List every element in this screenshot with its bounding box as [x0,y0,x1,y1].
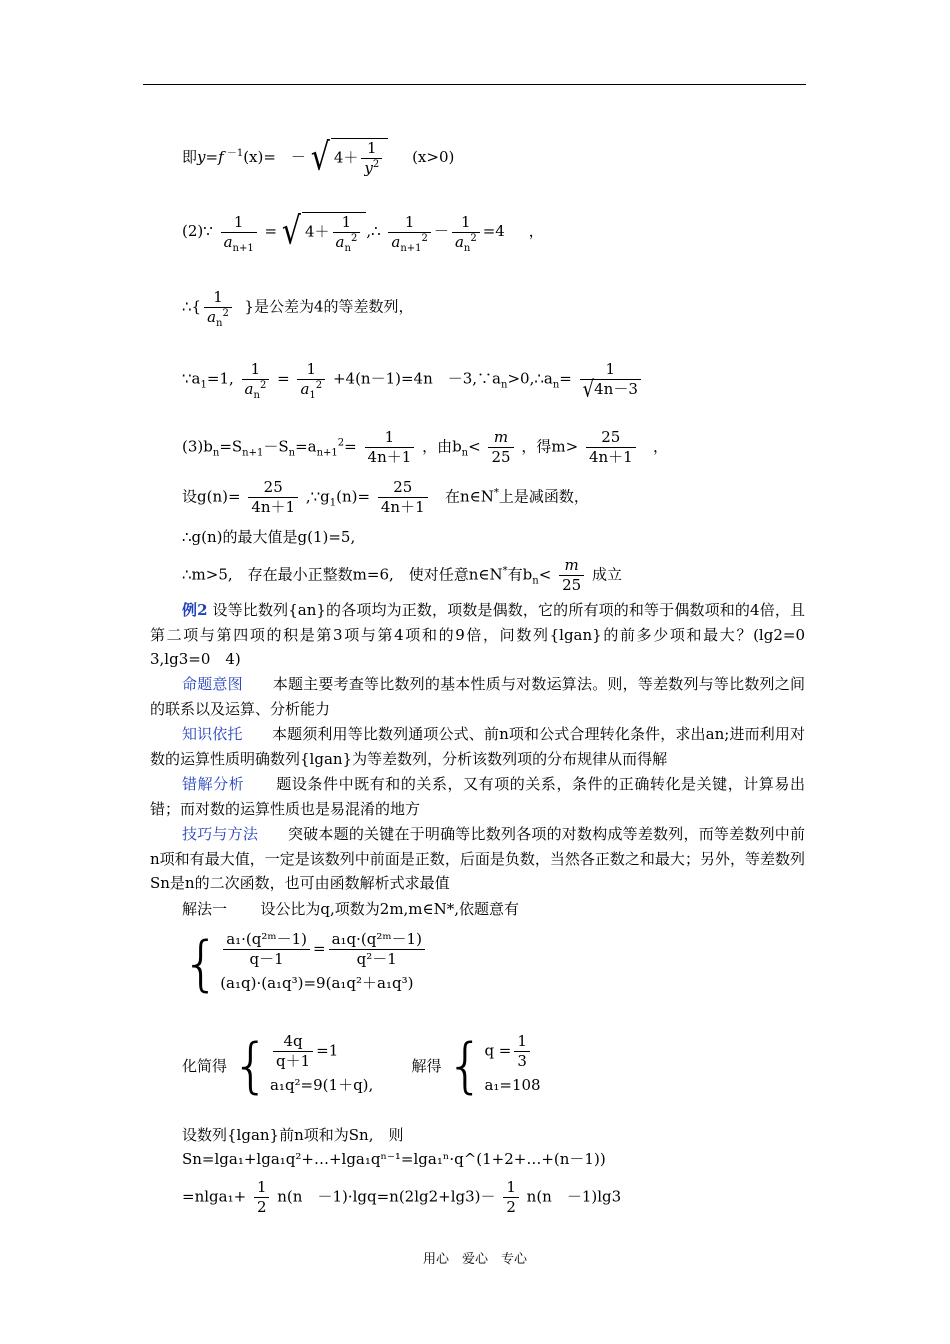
section-knowledge: 知识依托 本题须利用等比数列通项公式、前n项和公式合理转化条件，求出an;进而利用对数的运算性质明确数列{lgan}为等差数列，分析该数列项的分布规律从而得解 [150,725,805,768]
math-line-5: $(3)b_n=S_{n+1}-S_n=a_{n+1}^2=$ $\frac{1}{4n+1}$ ，由$b_n<$ $\frac{m}{25}$ ，得m> $\frac{25}{4n+1}$ ， [182,428,669,466]
header-rule [143,84,806,85]
series-sum-line: 设数列{lgan}前n项和为Sn, 则 [182,1126,404,1144]
math-line-4: $\because a_1=1$, $\frac{1}{a_n^2}$ = $\frac{1}{a_1^2}$ +4(n－1)=4n $-3,\because a_n>0,\therefore a_n=$ $\frac{1}{√4n-3}$ [182,360,644,399]
section-errors: 错解分析 题设条件中既有和的关系，又有项的关系，条件的正确转化是关键，计算易出错；而对数的运算性质也是易混淆的地方 [150,775,805,818]
math-line-3: ∴{ $\frac{1}{a_n^2}$ }是公差为4的等差数列， [182,288,414,329]
solution-intro: 解法一 设公比为q,项数为2m,m∈N*,依题意有 [182,900,520,918]
math-line-7: ∴g(n)的最大值是g(1)=5, [182,528,356,546]
math-line-2: (2)∵ $\frac{1}{a_{n+1}}$ = √ 4＋ $\frac{1}{a_n^2}$ ,∴ $\frac{1}{a_{n+1}^2}$ － $\frac{1}{a_n^2}$ =4 ， [182,209,544,254]
math-line-1: 即y=f $^{-1}$(x)= － √ 4＋ $\frac{1}{y^2}$ (x>0) [182,135,455,180]
section-intent: 命题意图 本题主要考查等比数列的基本性质与对数运算法。则，等差数列与等比数列之间的联系以及运算、分析能力 [150,675,805,718]
series-sum-expression: Sn=lga₁+lga₁q²+…+lga₁qⁿ⁻¹=lga₁ⁿ·q^(1+2+…+(n－1)) [182,1150,606,1168]
equation-system-1: { $\frac{\text{a₁·(q²ᵐ－1)}}{q-1}$ = $\frac{\text{a₁q·(q²ᵐ－1)}}{\text{q²－1}}$ (a₁q)·(a₁q³)=9(a₁q²＋a₁q³) [182,930,428,997]
math-line-8: ∴m>5, 存在最小正整数m=6, 使对任意n∈N*有$b_n<$ $\frac{m}{25}$ 成立 [182,556,622,594]
example-paragraph: 例2 设等比数列{an}的各项均为正数，项数是偶数，它的所有项的和等于偶数项和的4倍，且第二项与第四项的积是第3项与第4项和的9倍，问数列{lgan}的前多少项和最大？(lg2=0 3,lg3=0 4) [150,601,821,668]
page-footer: 用心 爱心 专心 [422,1252,527,1267]
math-line-6: 设g(n)= $\frac{25}{4n+1}$ $,\because g_1(n)=$ $\frac{25}{4n+1}$ 在n∈N*上是减函数， [182,478,589,516]
equation-system-2: 化简得 { $\frac{4q}{q+1}$ =1 a₁q²=9(1＋q), 解得 { q = $\frac{1}{3}$ a₁=108 [182,1030,541,1101]
final-expression: =nlga₁+ $\frac{1}{2}$ n(n －1)·lgq=n(2lg2+lg3)－ $\frac{1}{2}$ n(n －1)lg3 [182,1178,622,1216]
section-methods: 技巧与方法 突破本题的关键在于明确等比数列各项的对数构成等差数列，而等差数列中前n项和有最大值，一定是该数列中前面是正数，后面是负数，当然各正数之和最大；另外，等差数列Sn是n的二次函数，也可由函数解析式求最值 [150,825,805,892]
